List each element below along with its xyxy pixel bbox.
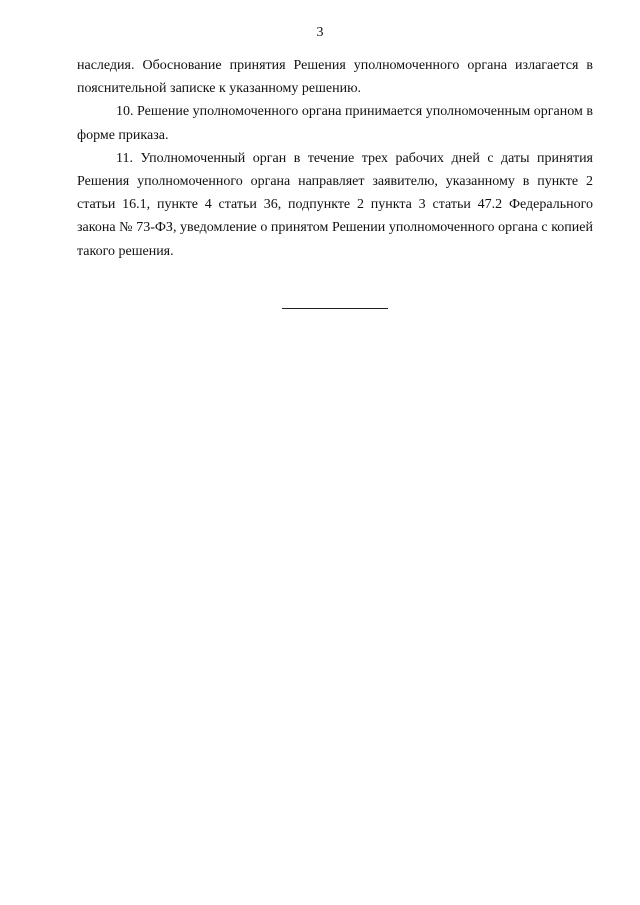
paragraph-continuation: наследия. Обоснование принятия Решения уполномоченного органа излагается в пояснительной записке к указанному решению. — [77, 58, 593, 97]
end-of-text-rule — [282, 308, 388, 309]
paragraph-item-10: 10. Решение уполномоченного органа принимается уполномоченным органом в форме приказа. — [77, 104, 593, 143]
document-body — [77, 54, 593, 263]
page-number: 3 — [316, 25, 324, 40]
paragraph-item-11: 11. Уполномоченный орган в течение трех рабочих дней с даты принятия Решения уполномоченного органа направляет заявителю, указанному в пункте 2 статьи 16.1, пункте 4 статьи 36, подпункте 2 пункта 3 статьи 47.2 Федерального закона № 73-ФЗ, уведомление о принятом Решении уполномоченного органа с копией такого решения. — [77, 150, 593, 259]
